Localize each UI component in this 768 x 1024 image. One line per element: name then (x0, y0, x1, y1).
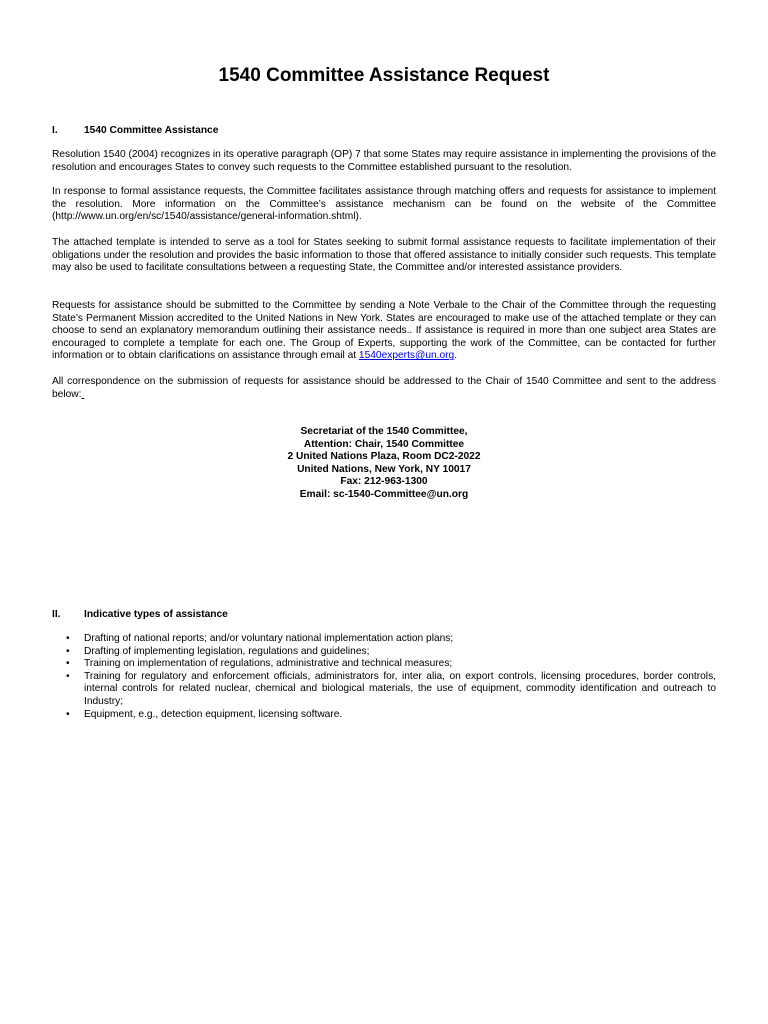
address-line-5: Fax: 212-963-1300 (340, 476, 428, 488)
paragraph-requests-text: Requests for assistance should be submitted to the Committee by sending a Note Verbale to the Chair of the Committee through the requesting State’s Permanent Mission accredited to the United Nations in New York. States are encouraged to make use of the attached template or they can choose to send an explanatory memorandum outlining their assistance needs.. If assistance is required in more than one subject area States are encouraged to complete a template for each one. The Group of Experts, supporting the work of the Committee, can be contacted for further information or to obtain clarifications on assistance through email at (52, 300, 716, 362)
paragraph-resolution: Resolution 1540 (2004) recognizes in its operative paragraph (OP) 7 that some States may require assistance in implementing the provisions of the resolution and encourages States to convey such requests to the Committee established pursuant to the resolution. (52, 149, 716, 173)
bullet-icon: • (66, 670, 70, 682)
address-block (0, 426, 768, 502)
list-item (52, 709, 716, 722)
page-title: 1540 Committee Assistance Request (218, 65, 550, 86)
section-1-number: I. (52, 125, 58, 136)
paragraph-requests-end: . (454, 350, 458, 362)
list-item (52, 646, 716, 659)
paragraph-correspondence-text: All correspondence on the submission of requests for assistance should be addressed to the Chair of 1540 Committee and sent to the address below: (52, 376, 716, 400)
list-item (52, 671, 716, 709)
underline-space (81, 389, 84, 400)
list-item (52, 633, 716, 646)
address-line-3: 2 United Nations Plaza, Room DC2-2022 (287, 451, 481, 463)
paragraph-template: The attached template is intended to serve as a tool for States seeking to submit formal assistance requests to facilitate implementation of their obligations under the resolution and provides the basic information to those that offered assistance to initially consider such requests. This template may also be used to facilitate consultations between a requesting State, the Committee and/or interested assistance providers. (52, 237, 716, 274)
section-1-title: 1540 Committee Assistance (84, 125, 219, 136)
bullet-icon: • (66, 658, 70, 670)
section-1-heading (52, 124, 716, 137)
section-2-heading (52, 608, 716, 621)
list-item-text: Equipment, e.g., detection equipment, licensing software. (84, 708, 343, 720)
address-line-6: Email: sc-1540-Committee@un.org (299, 488, 469, 500)
paragraph-response: In response to formal assistance requests, the Committee facilitates assistance through matching offers and requests for assistance to implement the resolution. More information on the Committee’s assistance mechanism can be found on the website of the Committee (http://www.un.org/en/sc/1540/assistance/general-information.shtml). (52, 186, 716, 223)
paragraph-correspondence (52, 376, 716, 401)
bullet-icon: • (66, 633, 70, 644)
list-item-text: Drafting of implementing legislation, regulations and guidelines; (84, 645, 370, 657)
list-item-text: Training for regulatory and enforcement officials, administrators for, inter alia, on export controls, licensing procedures, border controls, internal controls for related nuclear, chemical and biological materials, the use of equipment, commodity identification and outreach to Industry; (84, 670, 716, 707)
section-2-title: Indicative types of assistance (84, 609, 228, 620)
assistance-types-list (52, 633, 716, 721)
experts-email-link[interactable]: 1540experts@un.org (358, 350, 455, 362)
bullet-icon: • (66, 708, 70, 720)
list-item-text: Training on implementation of regulations, administrative and technical measures; (84, 658, 453, 670)
paragraph-requests (52, 300, 716, 363)
address-line-2: Attention: Chair, 1540 Committee (303, 438, 465, 450)
address-line-4: United Nations, New York, NY 10017 (297, 463, 471, 475)
list-item (52, 658, 716, 671)
list-item-text: Drafting of national reports; and/or voluntary national implementation action plans; (84, 633, 454, 644)
bullet-icon: • (66, 645, 70, 657)
section-2-number: II. (52, 609, 61, 620)
address-line-1: Secretariat of the 1540 Committee, (300, 426, 468, 437)
